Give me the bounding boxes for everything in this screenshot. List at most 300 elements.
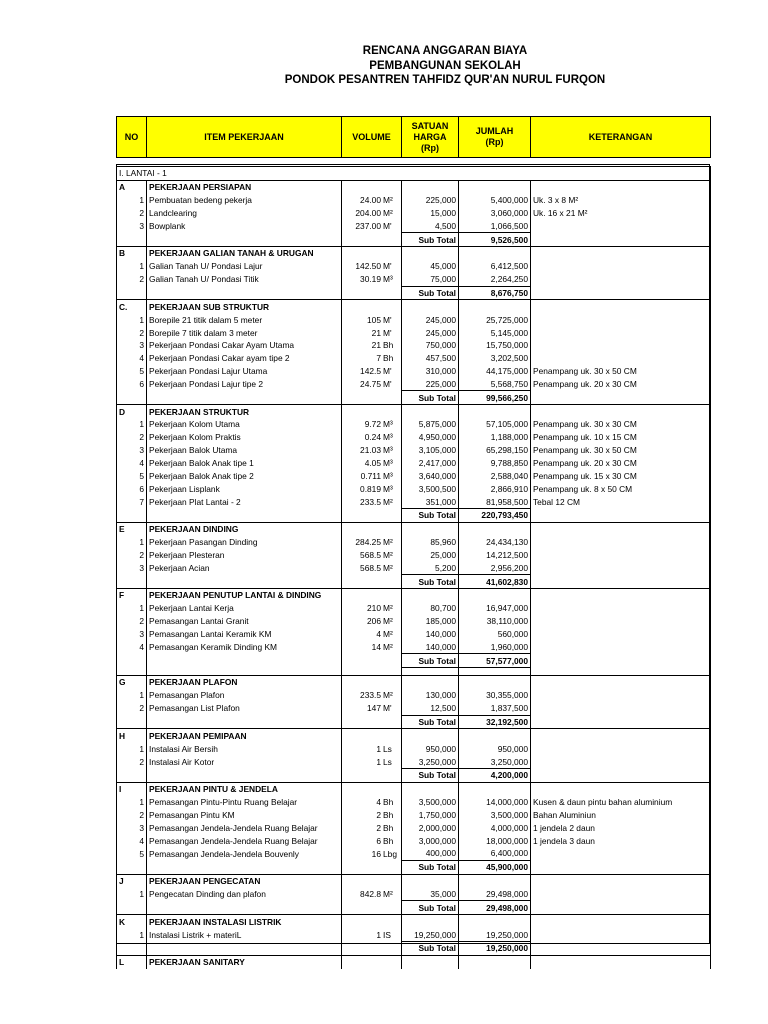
volume-unit: M² xyxy=(383,889,393,900)
subtotal-label: Sub Total xyxy=(402,901,459,915)
volume-cell xyxy=(342,847,402,860)
volume-unit: Bh xyxy=(383,353,394,364)
table-row xyxy=(117,378,711,391)
item-name: Pemasangan Keramik Dinding KM xyxy=(147,640,342,653)
volume-value: 9.72 xyxy=(364,419,381,430)
section-code: F xyxy=(117,589,147,602)
empty-cell xyxy=(147,508,342,522)
row-number: 5 xyxy=(117,469,147,482)
volume-value: 0.819 xyxy=(360,483,381,494)
empty-cell xyxy=(342,522,402,535)
empty-cell xyxy=(342,715,402,729)
remarks xyxy=(531,615,711,628)
volume-value: 237.00 xyxy=(355,221,381,232)
volume-cell xyxy=(342,219,402,232)
table-row xyxy=(117,273,711,286)
row-number: 2 xyxy=(117,548,147,561)
amount: 2,866,910 xyxy=(459,482,531,495)
remarks xyxy=(531,702,711,715)
item-name: Galian Tanah U/ Pondasi Titik xyxy=(147,273,342,286)
subtotal-label: Sub Total xyxy=(402,575,459,589)
subtotal-label: Sub Total xyxy=(402,860,459,874)
unit-price: 750,000 xyxy=(402,339,459,352)
empty-cell xyxy=(147,668,342,676)
table-row xyxy=(117,313,711,326)
unit-price: 950,000 xyxy=(402,742,459,755)
volume-cell xyxy=(342,548,402,561)
section-row xyxy=(117,405,711,418)
row-number: 1 xyxy=(117,313,147,326)
amount: 44,175,000 xyxy=(459,365,531,378)
table-row xyxy=(117,834,711,847)
volume-cell xyxy=(342,207,402,220)
header-item: ITEM PEKERJAAN xyxy=(147,117,342,158)
item-name: Pekerjaan Pondasi Lajur tipe 2 xyxy=(147,378,342,391)
volume-cell xyxy=(342,702,402,715)
empty-cell xyxy=(342,901,402,915)
volume-cell xyxy=(342,689,402,702)
remarks xyxy=(531,273,711,286)
volume-value: 142.50 xyxy=(355,261,381,272)
volume-value: 233.5 xyxy=(360,496,381,507)
unit-price: 25,000 xyxy=(402,548,459,561)
subtotal-row xyxy=(117,901,711,915)
unit-price: 4,500 xyxy=(402,219,459,232)
unit-price: 400,000 xyxy=(402,847,459,860)
empty-cell xyxy=(117,768,147,782)
row-number: 1 xyxy=(117,536,147,549)
empty-cell xyxy=(342,391,402,405)
volume-value: 14 xyxy=(371,642,381,653)
row-number: 6 xyxy=(117,482,147,495)
item-name: Pekerjaan Pasangan Dinding xyxy=(147,536,342,549)
amount: 2,264,250 xyxy=(459,273,531,286)
unit-price: 3,250,000 xyxy=(402,755,459,768)
remarks xyxy=(531,628,711,641)
subtotal-label: Sub Total xyxy=(402,233,459,247)
empty-cell xyxy=(459,589,531,602)
remarks: Penampang uk. 20 x 30 CM xyxy=(531,378,711,391)
table-row xyxy=(117,207,711,220)
volume-unit: M' xyxy=(383,703,392,714)
row-number: 3 xyxy=(117,821,147,834)
empty-cell xyxy=(531,508,711,522)
amount: 1,837,500 xyxy=(459,702,531,715)
table-row xyxy=(117,495,711,508)
remarks xyxy=(531,548,711,561)
amount: 16,947,000 xyxy=(459,602,531,615)
section-code: K xyxy=(117,915,147,928)
empty-cell xyxy=(459,676,531,689)
unit-price: 35,000 xyxy=(402,888,459,901)
amount: 9,788,850 xyxy=(459,457,531,470)
unit-price: 12,500 xyxy=(402,702,459,715)
table-row xyxy=(117,755,711,768)
empty-cell xyxy=(342,860,402,874)
item-name: Pekerjaan Kolom Praktis xyxy=(147,431,342,444)
volume-cell xyxy=(342,482,402,495)
empty-cell xyxy=(402,300,459,313)
section-title: PEKERJAAN STRUKTUR xyxy=(147,405,342,418)
table-row xyxy=(117,888,711,901)
empty-cell xyxy=(459,955,531,968)
amount: 3,500,000 xyxy=(459,809,531,822)
amount: 29,498,000 xyxy=(459,888,531,901)
section-title: PEKERJAAN PENUTUP LANTAI & DINDING xyxy=(147,589,342,602)
item-name: Pemasangan Jendela-Jendela Ruang Belajar xyxy=(147,834,342,847)
subtotal-amount: 45,900,000 xyxy=(459,860,531,874)
volume-value: 0.24 xyxy=(364,432,381,443)
empty-cell xyxy=(342,405,402,418)
subtotal-row xyxy=(117,941,711,955)
remarks xyxy=(531,536,711,549)
volume-cell xyxy=(342,615,402,628)
remarks: Penampang uk. 30 x 50 CM xyxy=(531,444,711,457)
empty-cell xyxy=(531,180,711,193)
table-row xyxy=(117,548,711,561)
amount: 5,145,000 xyxy=(459,326,531,339)
volume-unit: M³ xyxy=(383,419,393,430)
table-row xyxy=(117,219,711,232)
volume-unit: M² xyxy=(383,562,393,573)
row-number: 2 xyxy=(117,615,147,628)
empty-cell xyxy=(147,860,342,874)
section-title: PEKERJAAN GALIAN TANAH & URUGAN xyxy=(147,247,342,260)
empty-cell xyxy=(342,575,402,589)
subtotal-row xyxy=(117,391,711,405)
section-code: D xyxy=(117,405,147,418)
empty-cell xyxy=(117,575,147,589)
volume-value: 21 xyxy=(371,327,381,338)
row-number: 4 xyxy=(117,457,147,470)
subtotal-amount: 4,200,000 xyxy=(459,768,531,782)
volume-unit: Bh xyxy=(383,835,394,846)
row-number: 2 xyxy=(117,273,147,286)
amount: 30,355,000 xyxy=(459,689,531,702)
volume-unit: Ls xyxy=(383,743,392,754)
amount: 25,725,000 xyxy=(459,313,531,326)
unit-price: 225,000 xyxy=(402,378,459,391)
empty-cell xyxy=(402,180,459,193)
table-row xyxy=(117,689,711,702)
table-row xyxy=(117,742,711,755)
remarks: Uk. 3 x 8 M² xyxy=(531,194,711,207)
section-code: J xyxy=(117,874,147,887)
empty-cell xyxy=(531,654,711,668)
remarks: 1 jendela 2 daun xyxy=(531,821,711,834)
item-name: Pemasangan Plafon xyxy=(147,689,342,702)
empty-cell xyxy=(402,955,459,968)
empty-cell xyxy=(147,901,342,915)
remarks xyxy=(531,928,711,941)
empty-cell xyxy=(531,300,711,313)
table-row xyxy=(117,469,711,482)
unit-price: 15,000 xyxy=(402,207,459,220)
main-section-label: I. LANTAI - 1 xyxy=(117,167,711,181)
volume-unit: M² xyxy=(383,603,393,614)
empty-cell xyxy=(342,874,402,887)
empty-cell xyxy=(342,233,402,247)
subtotal-amount: 220,793,450 xyxy=(459,508,531,522)
section-title: PEKERJAAN INSTALASI LISTRIK xyxy=(147,915,342,928)
subtotal-row xyxy=(117,233,711,247)
empty-cell xyxy=(117,941,147,955)
item-name: Landclearing xyxy=(147,207,342,220)
section-title: PEKERJAAN PINTU & JENDELA xyxy=(147,782,342,795)
row-number: 2 xyxy=(117,207,147,220)
remarks: Penampang uk. 8 x 50 CM xyxy=(531,482,711,495)
unit-price: 45,000 xyxy=(402,260,459,273)
empty-cell xyxy=(402,782,459,795)
title-line-2: PEMBANGUNAN SEKOLAH xyxy=(369,59,521,72)
empty-cell xyxy=(459,300,531,313)
amount: 14,000,000 xyxy=(459,796,531,809)
section-code: A xyxy=(117,180,147,193)
volume-cell xyxy=(342,796,402,809)
volume-cell xyxy=(342,378,402,391)
volume-cell xyxy=(342,928,402,941)
remarks xyxy=(531,742,711,755)
subtotal-amount: 29,498,000 xyxy=(459,901,531,915)
volume-cell xyxy=(342,194,402,207)
row-number: 1 xyxy=(117,194,147,207)
row-number: 5 xyxy=(117,365,147,378)
table-row xyxy=(117,418,711,431)
unit-price: 351,000 xyxy=(402,495,459,508)
table-row xyxy=(117,847,711,860)
volume-value: 204.00 xyxy=(355,207,381,218)
item-name: Pekerjaan Lisplank xyxy=(147,482,342,495)
empty-cell xyxy=(459,405,531,418)
remarks xyxy=(531,561,711,574)
empty-cell xyxy=(342,915,402,928)
empty-cell xyxy=(342,589,402,602)
item-name: Borepile 7 titik dalam 3 meter xyxy=(147,326,342,339)
item-name: Instalasi Listrik + materiL xyxy=(147,928,342,941)
empty-cell xyxy=(147,286,342,300)
empty-cell xyxy=(459,247,531,260)
empty-cell xyxy=(117,860,147,874)
table-row xyxy=(117,457,711,470)
row-number: 1 xyxy=(117,602,147,615)
volume-unit: M² xyxy=(383,642,393,653)
subtotal-label: Sub Total xyxy=(402,286,459,300)
empty-cell xyxy=(342,782,402,795)
table-row xyxy=(117,326,711,339)
volume-cell xyxy=(342,352,402,365)
unit-price: 80,700 xyxy=(402,602,459,615)
volume-value: 210 xyxy=(367,603,381,614)
remarks xyxy=(531,313,711,326)
volume-unit: Bh xyxy=(383,822,394,833)
section-title: PEKERJAAN PENGECATAN xyxy=(147,874,342,887)
item-name: Pemasangan Lantai Granit xyxy=(147,615,342,628)
empty-cell xyxy=(117,901,147,915)
item-name: Pekerjaan Plat Lantai - 2 xyxy=(147,495,342,508)
remarks xyxy=(531,260,711,273)
volume-value: 2 xyxy=(376,809,381,820)
volume-value: 568.5 xyxy=(360,562,381,573)
volume-value: 1 xyxy=(376,929,381,940)
volume-value: 105 xyxy=(367,314,381,325)
amount: 1,960,000 xyxy=(459,640,531,653)
remarks: Uk. 16 x 21 M² xyxy=(531,207,711,220)
remarks xyxy=(531,352,711,365)
volume-cell xyxy=(342,640,402,653)
volume-cell xyxy=(342,561,402,574)
row-number: 3 xyxy=(117,444,147,457)
document-title xyxy=(0,44,768,88)
table-row xyxy=(117,365,711,378)
amount: 38,110,000 xyxy=(459,615,531,628)
table-row xyxy=(117,640,711,653)
row-number: 1 xyxy=(117,689,147,702)
empty-cell xyxy=(459,729,531,742)
volume-cell xyxy=(342,742,402,755)
volume-value: 4 xyxy=(376,628,381,639)
remarks: Tebal 12 CM xyxy=(531,495,711,508)
empty-cell xyxy=(147,768,342,782)
subtotal-label: Sub Total xyxy=(402,508,459,522)
empty-cell xyxy=(459,915,531,928)
empty-cell xyxy=(531,860,711,874)
amount: 560,000 xyxy=(459,628,531,641)
volume-cell xyxy=(342,326,402,339)
empty-cell xyxy=(117,508,147,522)
volume-unit: Bh xyxy=(383,809,394,820)
empty-cell xyxy=(531,715,711,729)
volume-unit: M' xyxy=(383,366,392,377)
section-row xyxy=(117,955,711,968)
volume-cell xyxy=(342,469,402,482)
table-row xyxy=(117,628,711,641)
table-row xyxy=(117,809,711,822)
item-name: Pemasangan Jendela-Jendela Bouvenly xyxy=(147,847,342,860)
unit-price: 5,200 xyxy=(402,561,459,574)
empty-cell xyxy=(531,522,711,535)
empty-cell xyxy=(531,782,711,795)
unit-price: 457,500 xyxy=(402,352,459,365)
row-number: 3 xyxy=(117,219,147,232)
empty-cell xyxy=(117,668,147,676)
empty-cell xyxy=(342,247,402,260)
item-name: Pemasangan Pintu-Pintu Ruang Belajar xyxy=(147,796,342,809)
volume-value: 2 xyxy=(376,822,381,833)
empty-cell xyxy=(402,589,459,602)
volume-value: 24.00 xyxy=(360,195,381,206)
empty-cell xyxy=(459,874,531,887)
empty-cell xyxy=(531,286,711,300)
volume-cell xyxy=(342,273,402,286)
volume-unit: M' xyxy=(383,327,392,338)
unit-price: 185,000 xyxy=(402,615,459,628)
volume-value: 16 xyxy=(371,848,381,859)
empty-cell xyxy=(531,768,711,782)
volume-cell xyxy=(342,365,402,378)
volume-value: 1 xyxy=(376,756,381,767)
subtotal-amount: 32,192,500 xyxy=(459,715,531,729)
volume-cell xyxy=(342,457,402,470)
amount: 19,250,000 xyxy=(459,928,531,941)
row-number: 1 xyxy=(117,928,147,941)
item-name: Pemasangan List Plafon xyxy=(147,702,342,715)
volume-value: 1 xyxy=(376,743,381,754)
table-row xyxy=(117,615,711,628)
empty-cell xyxy=(342,729,402,742)
amount: 81,958,500 xyxy=(459,495,531,508)
remarks: 1 jendela 3 daun xyxy=(531,834,711,847)
volume-value: 21.03 xyxy=(360,445,381,456)
empty-cell xyxy=(531,575,711,589)
remarks xyxy=(531,602,711,615)
item-name: Borepile 21 titik dalam 5 meter xyxy=(147,313,342,326)
row-number: 3 xyxy=(117,339,147,352)
row-number: 2 xyxy=(117,326,147,339)
remarks xyxy=(531,219,711,232)
header-no: NO xyxy=(117,117,147,158)
empty-cell xyxy=(531,901,711,915)
volume-unit: M' xyxy=(383,379,392,390)
empty-cell xyxy=(342,286,402,300)
item-name: Pekerjaan Acian xyxy=(147,561,342,574)
amount: 57,105,000 xyxy=(459,418,531,431)
volume-cell xyxy=(342,536,402,549)
empty-cell xyxy=(531,405,711,418)
subtotal-amount: 99,566,250 xyxy=(459,391,531,405)
unit-price: 3,105,000 xyxy=(402,444,459,457)
table-row xyxy=(117,444,711,457)
header-keterangan: KETERANGAN xyxy=(531,117,711,158)
unit-price: 75,000 xyxy=(402,273,459,286)
empty-cell xyxy=(147,654,342,668)
unit-price: 3,000,000 xyxy=(402,834,459,847)
subtotal-amount: 57,577,000 xyxy=(459,654,531,668)
row-number: 1 xyxy=(117,418,147,431)
empty-cell xyxy=(342,508,402,522)
volume-unit: M² xyxy=(383,537,393,548)
row-number: 2 xyxy=(117,755,147,768)
subtotal-row xyxy=(117,715,711,729)
remarks: Kusen & daun pintu bahan aluminium xyxy=(531,796,711,809)
unit-price: 130,000 xyxy=(402,689,459,702)
amount: 2,588,040 xyxy=(459,469,531,482)
section-title: PEKERJAAN PLAFON xyxy=(147,676,342,689)
table-row xyxy=(117,928,711,941)
empty-cell xyxy=(117,391,147,405)
volume-value: 142.5 xyxy=(360,366,381,377)
volume-unit: M³ xyxy=(383,483,393,494)
title-line-1: RENCANA ANGGARAN BIAYA xyxy=(362,45,528,57)
amount: 18,000,000 xyxy=(459,834,531,847)
empty-cell xyxy=(402,405,459,418)
subtotal-label: Sub Total xyxy=(402,654,459,668)
amount: 5,568,750 xyxy=(459,378,531,391)
volume-value: 24.75 xyxy=(360,379,381,390)
volume-unit: Ls xyxy=(383,756,392,767)
subtotal-amount: 9,526,500 xyxy=(459,233,531,247)
table-row xyxy=(117,431,711,444)
empty-cell xyxy=(531,247,711,260)
item-name: Pekerjaan Balok Anak tipe 1 xyxy=(147,457,342,470)
section-row xyxy=(117,247,711,260)
volume-unit: M² xyxy=(383,549,393,560)
amount: 950,000 xyxy=(459,742,531,755)
table-header xyxy=(116,116,711,158)
empty-cell xyxy=(459,522,531,535)
row-number: 2 xyxy=(117,702,147,715)
section-row xyxy=(117,589,711,602)
volume-value: 4 xyxy=(376,797,381,808)
